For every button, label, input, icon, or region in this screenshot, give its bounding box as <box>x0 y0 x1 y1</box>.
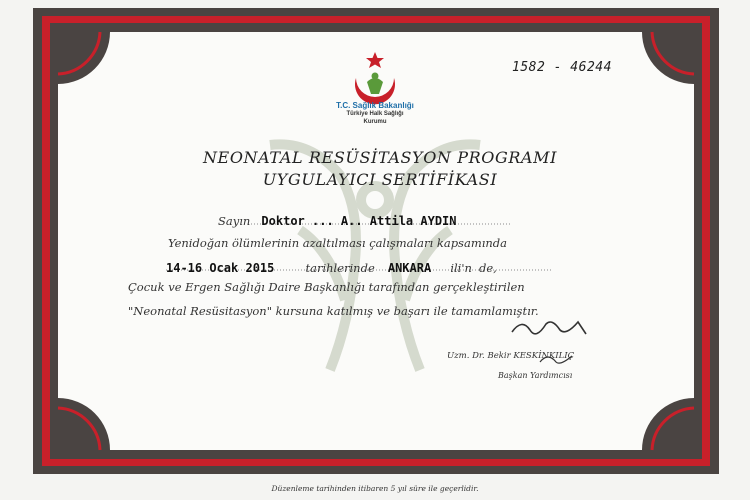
signatory-title: Başkan Yardımcısı <box>498 371 573 380</box>
course-city: ANKARA <box>387 261 432 275</box>
certificate-serial-number: 1582 - 46244 <box>512 60 612 75</box>
signatory-name: Uzm. Dr. Bekir KESKİNKILIÇ <box>447 351 575 361</box>
ministry-line-2: Türkiye Halk Sağlığı <box>346 111 404 117</box>
ministry-name <box>330 102 420 126</box>
recipient-name: Doktor ... A.. Attila AYDIN <box>261 214 457 228</box>
city-suffix: ili'n <box>450 261 472 275</box>
body-line-5: "Neonatal Resüsitasyon" kursuna katılmış ve başarı ile tamamlamıştır. <box>128 304 539 318</box>
dates-suffix: tarihlerinde <box>305 261 375 275</box>
certificate-subtitle: UYGULAYICI SERTİFİKASI <box>262 170 498 189</box>
body-line-2: Yenidoğan ölümlerinin azaltılması çalışmaları kapsamında <box>168 236 508 250</box>
validity-note: Düzenleme tarihinden itibaren 5 yıl süre ile geçerlidir. <box>271 484 479 493</box>
body-line-4: Çocuk ve Ergen Sağlığı Daire Başkanlığı tarafından gerçekleştirilen <box>128 280 525 294</box>
salutation: Sayın <box>218 214 251 228</box>
recipient-line <box>218 210 457 229</box>
course-dates: 14-16 Ocak 2015 <box>166 261 275 275</box>
ministry-line-3: Kurumu <box>363 119 387 125</box>
city-suffix-end: de, <box>479 261 497 275</box>
date-location-line <box>166 257 497 276</box>
ministry-line-1: T.C. Sağlık Bakanlığı <box>336 101 414 110</box>
certificate-title: NEONATAL RESÜSİTASYON PROGRAMI <box>202 148 558 167</box>
